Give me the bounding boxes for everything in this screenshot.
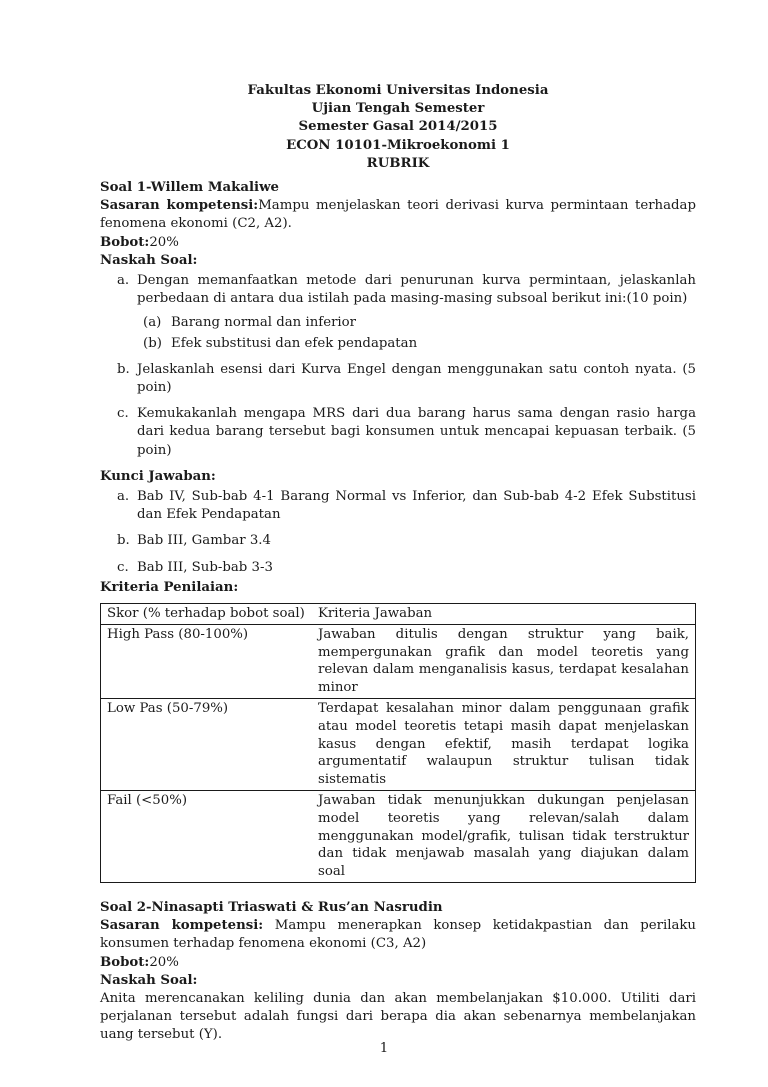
soal1-bobot bbox=[100, 234, 696, 252]
answer-text: Bab III, Sub-bab 3-3 bbox=[137, 559, 273, 575]
soal1-sasaran bbox=[100, 197, 696, 233]
header-semester: Semester Gasal 2014/2015 bbox=[298, 119, 498, 135]
soal2-naskah-label: Naskah Soal: bbox=[100, 972, 198, 988]
question-item bbox=[100, 361, 696, 397]
soal1-section bbox=[100, 179, 696, 883]
page-number: 1 bbox=[379, 1041, 389, 1056]
table-row bbox=[101, 624, 696, 698]
document-header bbox=[100, 82, 696, 173]
soal1-question-list bbox=[100, 272, 696, 460]
subquestion-label: (a) bbox=[143, 315, 162, 331]
question-text: Dengan memanfaatkan metode dari penurunan kurva permintaan, jelaskanlah perbedaan di antara dua istilah pada masing-masing subsoal berikut ini:(10 poin) bbox=[137, 273, 696, 307]
criteria-header-kriteria: Kriteria Jawaban bbox=[312, 604, 696, 625]
soal2-bobot-label: Bobot: bbox=[100, 954, 150, 970]
soal1-kunci-label: Kunci Jawaban: bbox=[100, 468, 216, 484]
soal2-naskah-text: Anita merencanakan keliling dunia dan akan membelanjakan $10.000. Utiliti dari perjalanan tersebut adalah fungsi dari berapa dia akan sebenarnya membelanjakan uang tersebut (Y). bbox=[100, 991, 696, 1043]
question-label: a. bbox=[117, 273, 130, 289]
criteria-table bbox=[100, 603, 696, 883]
subquestion-list bbox=[137, 314, 696, 352]
soal2-title: Soal 2-Ninasapti Triaswati & Rus’an Nasrudin bbox=[100, 900, 443, 916]
answer-item bbox=[100, 532, 696, 550]
question-item bbox=[100, 405, 696, 460]
question-item bbox=[100, 272, 696, 353]
answer-item bbox=[100, 559, 696, 577]
criteria-kriteria-cell: Jawaban ditulis dengan struktur yang baik, mempergunakan grafik dan model teoretis yang relevan dalam menganalisis kasus, terdapat kesalahan minor bbox=[312, 624, 696, 698]
soal2-sasaran bbox=[100, 917, 696, 953]
soal2-bobot bbox=[100, 954, 696, 972]
header-course: ECON 10101-Mikroekonomi 1 bbox=[286, 137, 510, 153]
header-rubric: RUBRIK bbox=[366, 155, 430, 171]
question-text: Jelaskanlah esensi dari Kurva Engel dengan menggunakan satu contoh nyata. (5 poin) bbox=[137, 361, 696, 396]
subquestion-text: Barang normal dan inferior bbox=[171, 315, 357, 331]
criteria-header-skor: Skor (% terhadap bobot soal) bbox=[101, 604, 313, 625]
soal1-sasaran-label: Sasaran kompetensi: bbox=[100, 198, 259, 214]
answer-item bbox=[100, 488, 696, 524]
answer-label: a. bbox=[117, 489, 130, 505]
soal2-bobot-value: 20% bbox=[149, 954, 179, 970]
soal1-bobot-value: 20% bbox=[149, 234, 179, 250]
soal2-sasaran-text: Mampu menerapkan konsep ketidakpastian dan perilaku konsumen terhadap fenomena ekonomi (C3, A2) bbox=[100, 918, 696, 952]
criteria-kriteria-cell: Terdapat kesalahan minor dalam penggunaan grafik atau model teoretis tetapi masih dapat menjelaskan kasus dengan efektif, masih terdapat logika argumentatif walaupun struktur tulisan tidak sistematis bbox=[312, 699, 696, 791]
table-row bbox=[101, 699, 696, 791]
header-exam: Ujian Tengah Semester bbox=[311, 101, 485, 117]
answer-label: b. bbox=[117, 533, 130, 549]
soal1-bobot-label: Bobot: bbox=[100, 234, 150, 250]
criteria-header-row bbox=[101, 604, 696, 625]
criteria-skor-cell: High Pass (80-100%) bbox=[101, 624, 313, 698]
soal2-sasaran-label: Sasaran kompetensi: bbox=[100, 918, 264, 934]
criteria-kriteria-cell: Jawaban tidak menunjukkan dukungan penjelasan model teoretis yang relevan/salah dalam menggunakan model/grafik, tulisan tidak terstruktur dan tidak menjawab masalah yang diajukan dalam soal bbox=[312, 791, 696, 883]
header-faculty: Fakultas Ekonomi Universitas Indonesia bbox=[247, 83, 549, 98]
soal2-section bbox=[100, 899, 696, 1045]
subquestion-item bbox=[137, 314, 696, 332]
criteria-skor-cell: Low Pas (50-79%) bbox=[101, 699, 313, 791]
subquestion-item bbox=[137, 335, 696, 353]
soal1-title: Soal 1-Willem Makaliwe bbox=[100, 180, 279, 196]
table-row bbox=[101, 791, 696, 883]
soal1-answer-list bbox=[100, 488, 696, 577]
soal1-naskah-label: Naskah Soal: bbox=[100, 252, 198, 268]
subquestion-text: Efek substitusi dan efek pendapatan bbox=[171, 335, 418, 351]
question-label: c. bbox=[117, 406, 129, 422]
answer-label: c. bbox=[117, 559, 129, 575]
answer-text: Bab IV, Sub-bab 4-1 Barang Normal vs Inferior, dan Sub-bab 4-2 Efek Substitusi dan Efek Pendapatan bbox=[137, 489, 696, 523]
document-page bbox=[100, 82, 696, 1045]
subquestion-label: (b) bbox=[143, 335, 162, 351]
criteria-skor-cell: Fail (<50%) bbox=[101, 791, 313, 883]
soal1-kriteria-label: Kriteria Penilaian: bbox=[100, 579, 239, 595]
question-label: b. bbox=[117, 361, 130, 377]
answer-text: Bab III, Gambar 3.4 bbox=[137, 533, 271, 549]
question-text: Kemukakanlah mengapa MRS dari dua barang harus sama dengan rasio harga dari kedua barang tersebut bagi konsumen untuk mencapai kepuasan terbaik. (5 poin) bbox=[137, 406, 696, 458]
soal1-sasaran-text: Mampu menjelaskan teori derivasi kurva permintaan terhadap fenomena ekonomi (C2, A2). bbox=[100, 198, 696, 232]
